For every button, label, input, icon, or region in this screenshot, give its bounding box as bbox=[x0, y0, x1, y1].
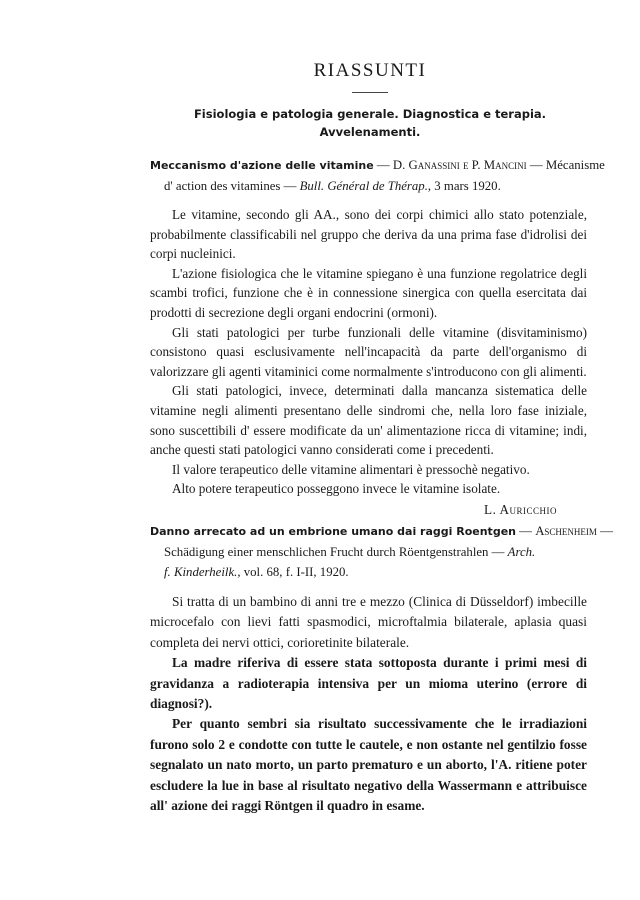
paragraph: Alto potere terapeutico posseggono invece le vitamine isolate. bbox=[172, 481, 501, 497]
section-heading-line1: Fisiologia e patologia generale. Diagnostica e terapia. bbox=[193, 107, 547, 121]
journal-name: Arch. bbox=[507, 545, 536, 559]
paragraph: Per quanto sembri sia risultato successivamente che le irradiazioni furono solo 2 e condotte con tutte le cautele, e non ostante nel gentilzio fosse segnalato un nato morto, un parto prematuro e un aborto, l'A. ritiene poter escludere la lue in base al risultato negativo della Wassermann e attribuisce all' azione dei raggi Röntgen il quadro in esame. bbox=[150, 716, 587, 814]
title-rule bbox=[352, 92, 388, 93]
journal-name: Bull. Général de Thérap. bbox=[299, 179, 428, 193]
signature bbox=[150, 499, 587, 521]
paragraph: Gli stati patologici, invece, determinati dalla mancanza sistematica delle vitamine negli alimenti presentano delle sindromi che, nella loro fase iniziale, sono suscettibili d' essere modificate da un' alimentazione ricca di vitamine; indi, anche questi stati patologici vanno considerati come i precedenti. bbox=[150, 383, 587, 458]
dash: — bbox=[373, 158, 393, 172]
article-title: Danno arrecato ad un embrione umano dai raggi Roentgen bbox=[150, 525, 516, 538]
article-subtitle: — Mécanisme bbox=[526, 158, 605, 172]
citation-text: d' action des vitamines — bbox=[164, 179, 300, 193]
article-header bbox=[150, 155, 605, 176]
article-citation-cont bbox=[150, 562, 587, 582]
paragraph: L'azione fisiologica che le vitamine spiegano è una funzione regolatrice degli scambi trofici, funzione che è in connessione sinergica con quella esercitata dai prodotti di secrezione degli organi endocrini (ormoni). bbox=[150, 265, 587, 320]
article-vitamine bbox=[150, 155, 605, 521]
signature-name: L. Auricchio bbox=[484, 501, 557, 517]
article-subtitle: — bbox=[596, 524, 613, 538]
article-citation bbox=[150, 542, 587, 562]
journal-name-cont: f. Kinderheilk. bbox=[164, 565, 238, 579]
paragraph: Le vitamine, secondo gli AA., sono dei corpi chimici allo stato potenziale, probabilmente classificabili nel gruppo che deriva da una prima fase d'idrolisi dei corpi nucleinici. bbox=[150, 207, 587, 262]
article-roentgen bbox=[150, 521, 613, 816]
article-title: Meccanismo d'azione delle vitamine bbox=[150, 159, 374, 172]
citation-volume: , vol. 68, f. I-II, 1920. bbox=[237, 565, 349, 579]
citation-date: , 3 mars 1920. bbox=[427, 179, 501, 193]
article-authors: D. Ganassini e P. Mancini bbox=[392, 158, 527, 172]
paragraph: Gli stati patologici per turbe funzionali delle vitamine (disvitaminismo) consistono quasi esclusivamente nell'incapacità da parte dell'organismo di valorizzare gli agenti vitaminici come normalmente s'introducono con gli alimenti. bbox=[150, 324, 587, 379]
paragraph: Il valore terapeutico delle vitamine alimentari è pressochè negativo. bbox=[172, 461, 530, 477]
article-citation bbox=[150, 176, 587, 196]
article-body bbox=[150, 592, 587, 816]
paragraph: Si tratta di un bambino di anni tre e mezzo (Clinica di Düsseldorf) imbecille microcefalo con lievi fatti spasmodici, microftalmia bilaterale, aplasia quasi completa dei nervi ottici, corioretinite bilaterale. bbox=[150, 594, 587, 650]
section-heading-line2: Avvelenamenti. bbox=[319, 125, 421, 139]
article-header bbox=[150, 521, 613, 542]
article-authors: Aschenheim bbox=[535, 524, 597, 538]
dash: — bbox=[515, 524, 536, 538]
paragraph: La madre riferiva di essere stata sottoposta durante i primi mesi di gravidanza a radioterapia intensiva per un mioma uterino (errore di diagnosi?). bbox=[150, 655, 587, 712]
page-title: RIASSUNTI bbox=[313, 60, 427, 81]
section-heading bbox=[160, 105, 580, 141]
citation-text: Schädigung einer menschlichen Frucht durch Röentgenstrahlen — bbox=[164, 545, 508, 559]
article-body bbox=[150, 205, 587, 499]
